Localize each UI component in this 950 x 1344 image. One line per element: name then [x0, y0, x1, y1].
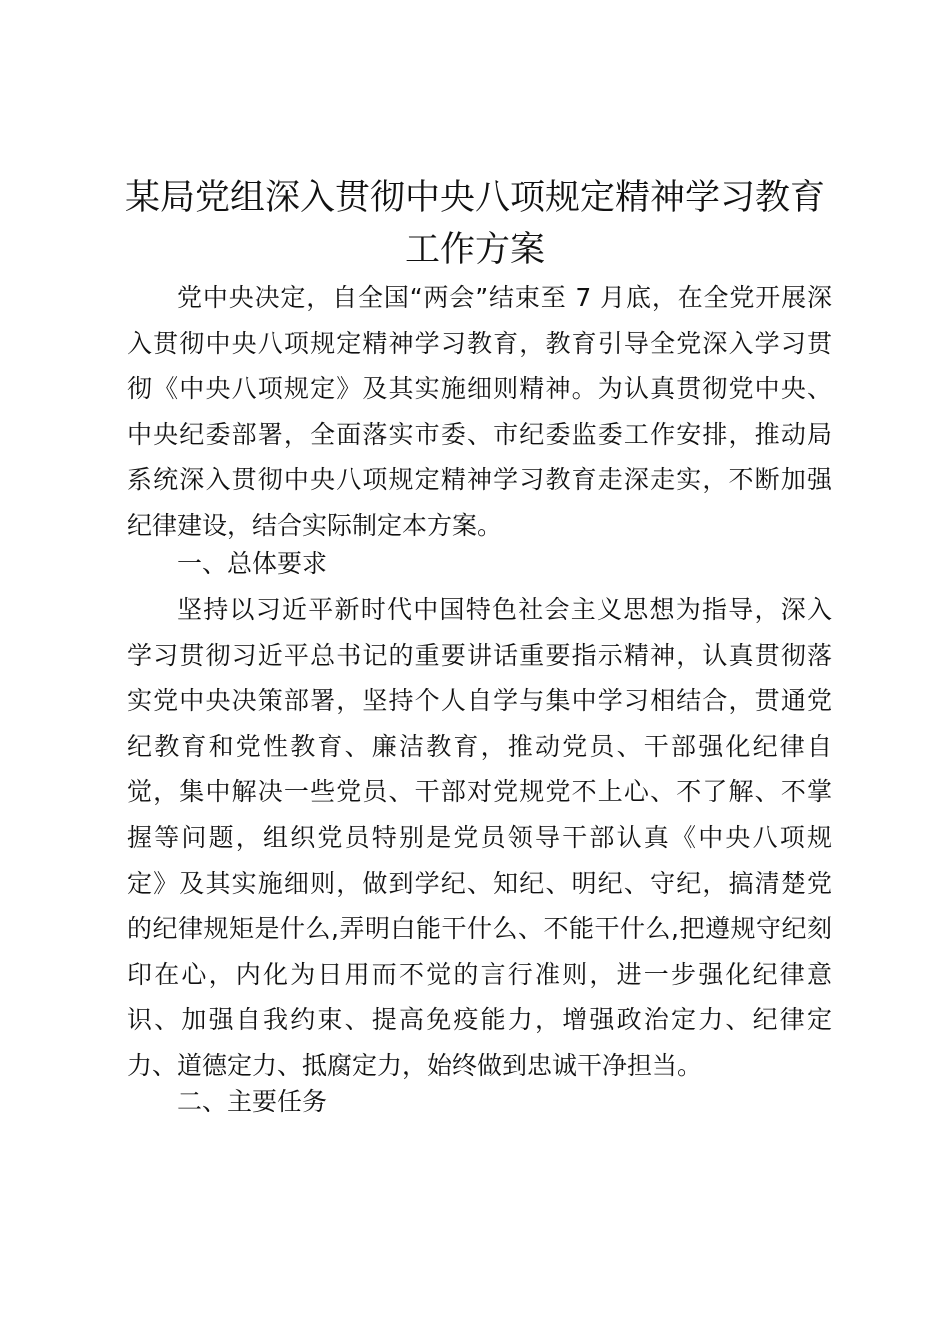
paragraph-line: 坚持以习近平新时代中国特色社会主义思想为指导，深入	[177, 595, 832, 624]
paragraph-line: 彻《中央八项规定》及其实施细则精神。为认真贯彻党中央、	[127, 374, 832, 404]
paragraph-line: 学习贯彻习近平总书记的重要讲话重要指示精神，认真贯彻落	[127, 640, 832, 670]
paragraph-line: 印在心，内化为日用而不觉的言行准则，进一步强化纪律意	[127, 959, 832, 989]
paragraph-line: 握等问题，组织党员特别是党员领导干部认真《中央八项规	[127, 822, 832, 852]
section-heading-general-requirements: 一、总体要求	[177, 549, 328, 578]
paragraph-line: 入贯彻中央八项规定精神学习教育，教育引导全党深入学习贯	[127, 328, 832, 358]
section-heading-main-tasks: 二、主要任务	[177, 1087, 328, 1116]
document-title-line-2: 工作方案	[404, 230, 545, 270]
paragraph-line: 实党中央决策部署，坚持个人自学与集中学习相结合，贯通党	[127, 686, 832, 716]
paragraph-line: 识、加强自我约束、提高免疫能力，增强政治定力、纪律定	[127, 1005, 832, 1035]
intro-paragraph	[127, 275, 832, 549]
paragraph-line: 党中央决定，自全国“两会”结束至 7 月底，在全党开展深	[177, 283, 832, 312]
paragraph-line: 纪律建设，结合实际制定本方案。	[127, 510, 503, 540]
paragraph-line: 中央纪委部署，全面落实市委、市纪委监委工作安排，推动局	[127, 419, 832, 449]
document-title-line-1: 某局党组深入贯彻中央八项规定精神学习教育	[124, 178, 825, 218]
paragraph-line: 觉，集中解决一些党员、干部对党规党不上心、不了解、不掌	[127, 777, 832, 807]
paragraph-line: 纪教育和党性教育、廉洁教育，推动党员、干部强化纪律自	[127, 731, 832, 761]
paragraph-line: 的纪律规矩是什么,弄明白能干什么、不能干什么,把遵规守纪刻	[127, 914, 832, 944]
paragraph-line: 定》及其实施细则，做到学纪、知纪、明纪、守纪，搞清楚党	[127, 868, 832, 898]
general-requirements-paragraph	[127, 587, 832, 1089]
paragraph-line: 系统深入贯彻中央八项规定精神学习教育走深走实，不断加强	[127, 465, 832, 495]
paragraph-line: 力、道德定力、抵腐定力，始终做到忠诚干净担当。	[127, 1050, 703, 1080]
